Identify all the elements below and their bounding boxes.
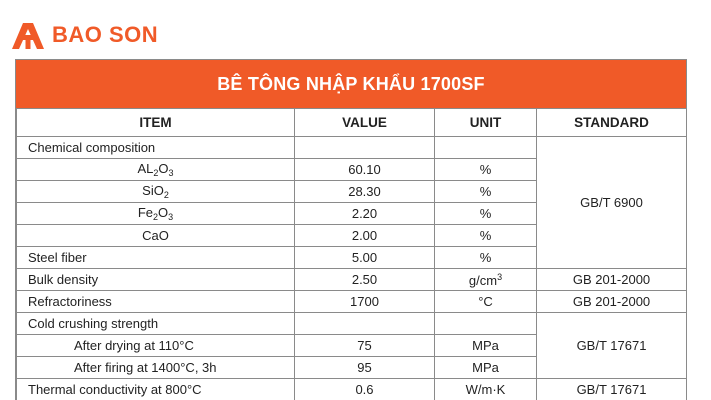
row-value	[295, 313, 435, 335]
row-unit: %	[435, 159, 537, 181]
spec-sheet	[15, 59, 687, 400]
row-value: 2.20	[295, 203, 435, 225]
row-item-label: CaO	[17, 225, 295, 247]
row-item-label: Steel fiber	[17, 247, 295, 269]
header-unit: UNIT	[435, 109, 537, 137]
row-unit	[435, 137, 537, 159]
row-unit	[435, 313, 537, 335]
row-unit: %	[435, 225, 537, 247]
row-unit: °C	[435, 291, 537, 313]
row-standard: GB 201-2000	[537, 269, 687, 291]
table-header-row	[17, 109, 687, 137]
row-value: 28.30	[295, 181, 435, 203]
row-item-label: Thermal conductivity at 800°C	[17, 379, 295, 400]
table-row	[17, 379, 687, 400]
row-value: 2.50	[295, 269, 435, 291]
row-unit: %	[435, 247, 537, 269]
row-unit: MPa	[435, 357, 537, 379]
row-value: 1700	[295, 291, 435, 313]
brand-name: BAO SON	[52, 22, 159, 47]
bao-son-logo-icon	[10, 20, 46, 50]
table-row	[17, 137, 687, 159]
row-item-label: After firing at 1400°C, 3h	[17, 357, 295, 379]
row-standard: GB/T 6900	[537, 137, 687, 269]
row-value	[295, 137, 435, 159]
row-item-label: Refractoriness	[17, 291, 295, 313]
row-value: 95	[295, 357, 435, 379]
row-unit: W/m·K	[435, 379, 537, 400]
brand-logo	[10, 20, 158, 50]
header-item: ITEM	[17, 109, 295, 137]
row-unit: %	[435, 181, 537, 203]
row-standard: GB 201-2000	[537, 291, 687, 313]
row-item-label: $Fe_2O_3$	[17, 203, 295, 225]
row-value: 0.6	[295, 379, 435, 400]
spec-table	[16, 108, 687, 400]
row-standard: GB/T 17671	[537, 313, 687, 379]
page-title: BÊ TÔNG NHẬP KHẨU 1700SF	[16, 60, 686, 108]
header-standard: STANDARD	[537, 109, 687, 137]
table-row	[17, 269, 687, 291]
row-item-label: $AL_2O_3$	[17, 159, 295, 181]
row-value: 60.10	[295, 159, 435, 181]
row-value: 2.00	[295, 225, 435, 247]
row-unit: %	[435, 203, 537, 225]
row-item-label: Cold crushing strength	[17, 313, 295, 335]
row-standard: GB/T 17671	[537, 379, 687, 400]
row-item-label: Chemical composition	[17, 137, 295, 159]
table-row	[17, 313, 687, 335]
row-value: 5.00	[295, 247, 435, 269]
table-row	[17, 291, 687, 313]
row-unit: MPa	[435, 335, 537, 357]
row-unit: $g/cm^3$	[435, 269, 537, 291]
row-item-label: Bulk density	[17, 269, 295, 291]
row-item-label: SiO$_2$	[17, 181, 295, 203]
row-item-label: After drying at 110°C	[17, 335, 295, 357]
header-value: VALUE	[295, 109, 435, 137]
row-value: 75	[295, 335, 435, 357]
